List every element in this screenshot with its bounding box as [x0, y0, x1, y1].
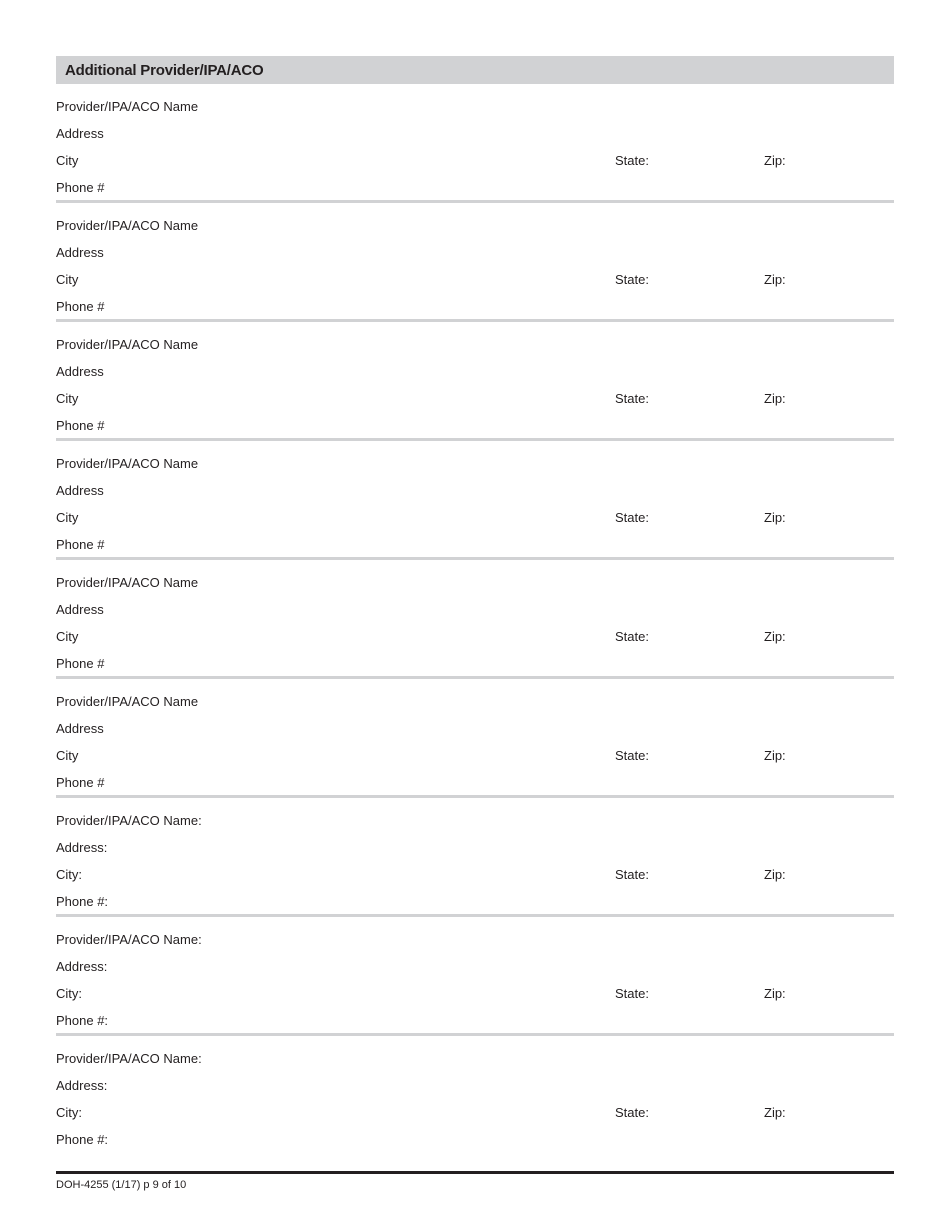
city-field[interactable]	[56, 270, 894, 290]
address-field[interactable]	[56, 838, 894, 858]
address-field[interactable]	[56, 1076, 894, 1096]
state-label: State:	[615, 510, 649, 525]
provider-block	[56, 679, 894, 798]
footer-rule	[56, 1171, 894, 1174]
name-label: Provider/IPA/ACO Name	[56, 337, 199, 352]
address-field[interactable]	[56, 243, 894, 263]
section-title: Additional Provider/IPA/ACO	[65, 61, 264, 79]
city-label: City:	[56, 986, 82, 1001]
state-label: State:	[615, 629, 649, 644]
address-field[interactable]	[56, 362, 894, 382]
zip-label: Zip:	[764, 153, 786, 168]
address-field[interactable]	[56, 957, 894, 977]
phone-field[interactable]	[56, 1130, 894, 1150]
city-field[interactable]	[56, 389, 894, 409]
city-label: City	[56, 272, 79, 287]
address-field[interactable]	[56, 124, 894, 144]
city-label: City	[56, 153, 79, 168]
provider-block	[56, 84, 894, 203]
provider-name-field[interactable]	[56, 335, 894, 355]
city-field[interactable]	[56, 627, 894, 647]
city-field[interactable]	[56, 746, 894, 766]
provider-name-field[interactable]	[56, 692, 894, 712]
phone-label: Phone #	[56, 656, 105, 671]
provider-name-field[interactable]	[56, 97, 894, 117]
zip-label: Zip:	[764, 1105, 786, 1120]
zip-label: Zip:	[764, 510, 786, 525]
state-label: State:	[615, 986, 649, 1001]
provider-name-field[interactable]	[56, 930, 894, 950]
phone-label: Phone #:	[56, 1132, 109, 1147]
phone-field[interactable]	[56, 416, 894, 436]
provider-name-field[interactable]	[56, 454, 894, 474]
phone-label: Phone #:	[56, 1013, 109, 1028]
zip-label: Zip:	[764, 272, 786, 287]
address-label: Address	[56, 602, 104, 617]
state-label: State:	[615, 153, 649, 168]
phone-label: Phone #	[56, 180, 105, 195]
city-field[interactable]	[56, 508, 894, 528]
address-field[interactable]	[56, 719, 894, 739]
zip-label: Zip:	[764, 867, 786, 882]
city-field[interactable]	[56, 1103, 894, 1123]
phone-field[interactable]	[56, 297, 894, 317]
address-label: Address	[56, 721, 104, 736]
zip-label: Zip:	[764, 629, 786, 644]
city-label: City	[56, 629, 79, 644]
zip-label: Zip:	[764, 986, 786, 1001]
provider-block	[56, 560, 894, 679]
provider-name-field[interactable]	[56, 573, 894, 593]
provider-blocks	[56, 84, 894, 1152]
name-label: Provider/IPA/ACO Name:	[56, 932, 202, 947]
state-label: State:	[615, 748, 649, 763]
city-label: City	[56, 510, 79, 525]
zip-label: Zip:	[764, 748, 786, 763]
state-label: State:	[615, 391, 649, 406]
city-label: City	[56, 748, 79, 763]
phone-field[interactable]	[56, 654, 894, 674]
state-label: State:	[615, 1105, 649, 1120]
phone-label: Phone #	[56, 775, 105, 790]
address-label: Address	[56, 364, 104, 379]
address-field[interactable]	[56, 600, 894, 620]
address-label: Address	[56, 245, 104, 260]
state-label: State:	[615, 272, 649, 287]
provider-name-field[interactable]	[56, 811, 894, 831]
phone-label: Phone #	[56, 418, 105, 433]
provider-block	[56, 203, 894, 322]
provider-block	[56, 322, 894, 441]
city-field[interactable]	[56, 151, 894, 171]
zip-label: Zip:	[764, 391, 786, 406]
state-label: State:	[615, 867, 649, 882]
name-label: Provider/IPA/ACO Name	[56, 456, 199, 471]
address-field[interactable]	[56, 481, 894, 501]
address-label: Address:	[56, 840, 108, 855]
provider-name-field[interactable]	[56, 216, 894, 236]
provider-block	[56, 1036, 894, 1152]
phone-field[interactable]	[56, 178, 894, 198]
name-label: Provider/IPA/ACO Name	[56, 218, 199, 233]
city-field[interactable]	[56, 984, 894, 1004]
phone-label: Phone #	[56, 299, 105, 314]
city-label: City	[56, 391, 79, 406]
name-label: Provider/IPA/ACO Name:	[56, 813, 202, 828]
city-label: City:	[56, 867, 82, 882]
phone-label: Phone #	[56, 537, 105, 552]
provider-form	[56, 56, 894, 1152]
address-label: Address:	[56, 959, 108, 974]
address-label: Address	[56, 483, 104, 498]
provider-block	[56, 798, 894, 917]
name-label: Provider/IPA/ACO Name	[56, 694, 199, 709]
phone-field[interactable]	[56, 892, 894, 912]
phone-field[interactable]	[56, 535, 894, 555]
provider-name-field[interactable]	[56, 1049, 894, 1069]
section-header	[56, 56, 894, 84]
name-label: Provider/IPA/ACO Name	[56, 99, 199, 114]
phone-label: Phone #:	[56, 894, 109, 909]
name-label: Provider/IPA/ACO Name	[56, 575, 199, 590]
address-label: Address:	[56, 1078, 108, 1093]
city-field[interactable]	[56, 865, 894, 885]
address-label: Address	[56, 126, 104, 141]
phone-field[interactable]	[56, 1011, 894, 1031]
name-label: Provider/IPA/ACO Name:	[56, 1051, 202, 1066]
form-id: DOH-4255 (1/17) p 9 of 10	[56, 1179, 187, 1191]
city-label: City:	[56, 1105, 82, 1120]
provider-block	[56, 441, 894, 560]
phone-field[interactable]	[56, 773, 894, 793]
provider-block	[56, 917, 894, 1036]
